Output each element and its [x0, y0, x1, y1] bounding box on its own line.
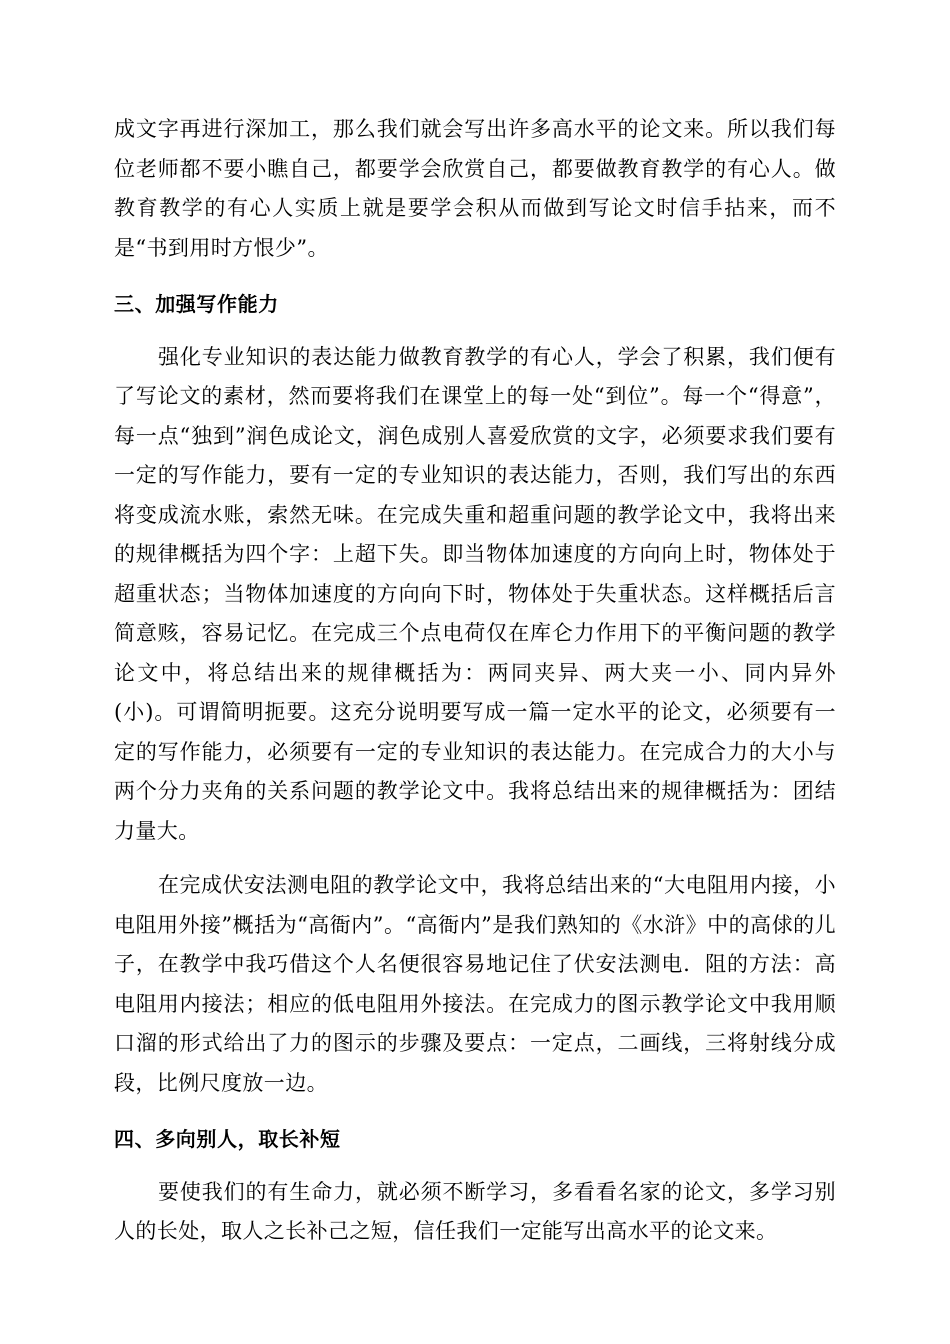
paragraph-voltammetry: 在完成伏安法测电阻的教学论文中，我将总结出来的“大电阻用内接，小电阻用外接”概括为“高衙内”。“高衙内”是我们熟知的《水浒》中的高俅的儿子，在教学中我巧借这个人名便很容易地记住了伏安法测电．阻的方法：高电阻用内接法；相应的低电阻用外接法。在完成力的图示教学论文中我用顺口溜的形式给出了力的图示的步骤及要点：一定点，二画线，三将射线分成段，比例尺度放一边。	[114, 873, 836, 1095]
section-heading-3: 三、加强写作能力	[114, 292, 279, 316]
document-page	[114, 110, 836, 1252]
paragraph-writing-ability: 强化专业知识的表达能力做教育教学的有心人，学会了积累，我们便有了写论文的素材，然而要将我们在课堂上的每一处“到位”。每一个“得意”，每一点“独到”润色成论文，润色成别人喜爱欣赏的文字，必须要求我们要有一定的写作能力，要有一定的专业知识的表达能力，否则，我们写出的东西将变成流水账，索然无味。在完成失重和超重问题的教学论文中，我将出来的规律概括为四个字：上超下失。即当物体加速度的方向向上时，物体处于超重状态；当物体加速度的方向向下时，物体处于失重状态。这样概括后言简意赅，容易记忆。在完成三个点电荷仅在库仑力作用下的平衡问题的教学论文中，将总结出来的规律概括为：两同夹异、两大夹一小、同内异外(小)。可谓简明扼要。这充分说明要写成一篇一定水平的论文，必须要有一定的写作能力，必须要有一定的专业知识的表达能力。在完成合力的大小与两个分力夹角的关系问题的教学论文中。我将总结出来的规律概括为：团结力量大。	[114, 344, 836, 843]
section-heading-4: 四、多向别人，取长补短	[114, 1127, 341, 1151]
paragraph-continuation: 成文字再进行深加工，那么我们就会写出许多高水平的论文来。所以我们每位老师都不要小瞧自己，都要学会欣赏自己，都要做教育教学的有心人。做教育教学的有心人实质上就是要学会积从而做到写论文时信手拈来，而不是“书到用时方恨少”。	[114, 117, 836, 260]
paragraph-learn-from-others: 要使我们的有生命力，就必须不断学习，多看看名家的论文，多学习别人的长处，取人之长补己之短，信任我们一定能写出高水平的论文来。	[114, 1179, 836, 1243]
